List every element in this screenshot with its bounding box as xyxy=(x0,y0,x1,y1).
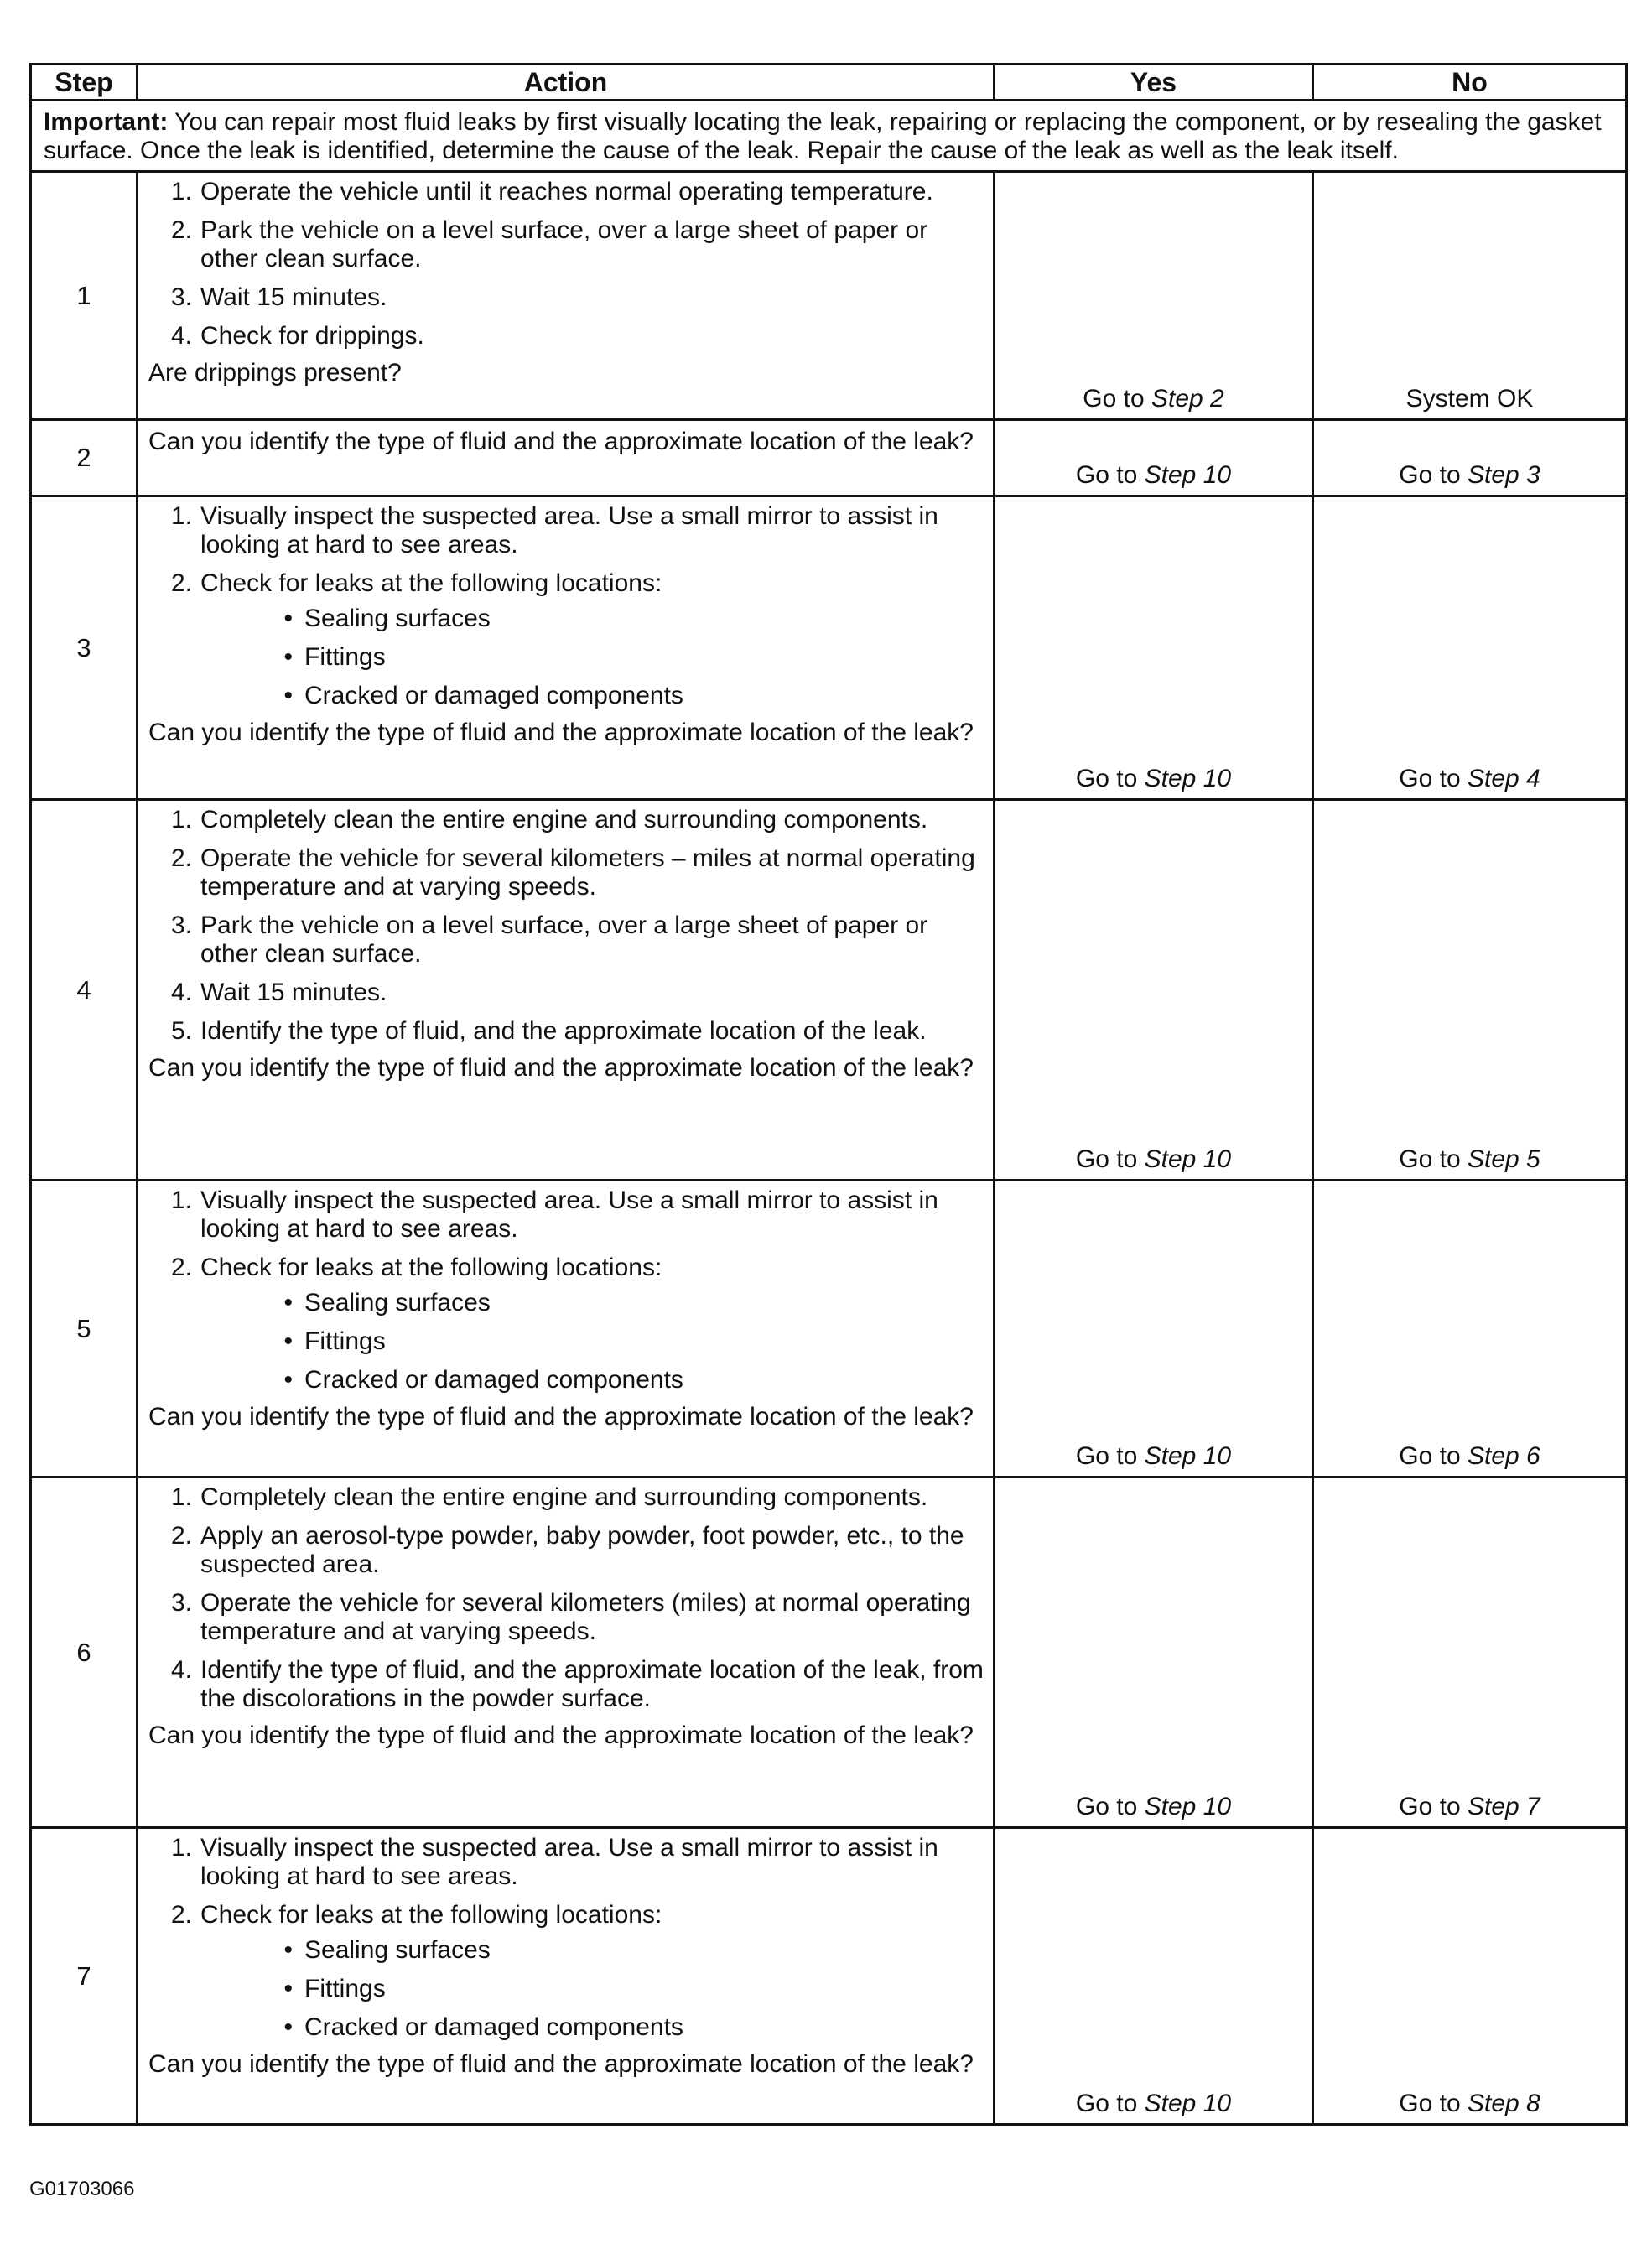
action-step-label: Completely clean the entire engine and surrounding components. xyxy=(200,806,928,833)
action-step-text xyxy=(200,844,984,901)
action-step-number: 2. xyxy=(170,1254,192,1281)
action-step xyxy=(148,1834,984,1891)
action-step-number: 4. xyxy=(170,1656,192,1684)
location-item xyxy=(200,1289,984,1317)
action-step-label: Visually inspect the suspected area. Use a small mirror to assist in looking at hard to see areas. xyxy=(200,1187,938,1243)
location-text: Sealing surfaces xyxy=(304,605,491,632)
goto-prefix: Go to xyxy=(1399,1442,1468,1470)
location-text: Cracked or damaged components xyxy=(304,2013,683,2041)
action-step-text xyxy=(200,1901,984,2042)
bullet-icon: • xyxy=(283,1366,293,1394)
goto-step: Step 2 xyxy=(1151,385,1224,413)
question-text: Are drippings present? xyxy=(148,359,402,387)
location-item xyxy=(200,643,984,672)
goto-step: Step 10 xyxy=(1144,2090,1232,2117)
action-steps xyxy=(148,178,984,351)
action-step xyxy=(148,806,984,834)
location-item xyxy=(200,1975,984,2003)
action-step xyxy=(148,178,984,206)
question-text: Can you identify the type of fluid and the approximate location of the leak? xyxy=(148,1054,974,1082)
action-steps xyxy=(148,502,984,710)
action-step-text xyxy=(200,1017,984,1046)
diagnostic-table-container xyxy=(29,63,1625,2126)
action-step-label: Completely clean the entire engine and surrounding components. xyxy=(200,1483,928,1511)
action-step-number: 1. xyxy=(170,1483,192,1511)
action-step-text xyxy=(200,1589,984,1646)
action-cell xyxy=(138,1477,995,1828)
action-cell xyxy=(138,172,995,420)
action-step-number: 5. xyxy=(170,1017,192,1045)
header-action: Action xyxy=(138,65,995,101)
yes-result xyxy=(995,172,1313,420)
location-list xyxy=(200,1289,984,1394)
step-number: 7 xyxy=(31,1828,138,2125)
location-text: Fittings xyxy=(304,1975,386,2002)
action-step-label: Check for leaks at the following locations: xyxy=(200,1254,662,1281)
action-step-text xyxy=(200,806,984,834)
step-number: 3 xyxy=(31,496,138,800)
action-step-text xyxy=(200,216,984,273)
goto-step: Step 10 xyxy=(1144,1145,1232,1173)
action-step-number: 3. xyxy=(170,911,192,939)
step-row-5 xyxy=(31,1181,1627,1477)
action-cell xyxy=(138,800,995,1181)
no-result xyxy=(1313,1828,1627,2125)
no-result: System OK xyxy=(1313,172,1627,420)
action-steps xyxy=(148,1834,984,2042)
step-row-1 xyxy=(31,172,1627,420)
header-no: No xyxy=(1313,65,1627,101)
step-row-4 xyxy=(31,800,1627,1181)
goto-prefix: Go to xyxy=(1399,2090,1468,2117)
no-result xyxy=(1313,420,1627,496)
no-result xyxy=(1313,800,1627,1181)
action-steps xyxy=(148,806,984,1046)
action-step xyxy=(148,979,984,1007)
action-cell xyxy=(138,420,995,496)
action-step-label: Apply an aerosol-type powder, baby powder, foot powder, etc., to the suspected area. xyxy=(200,1522,964,1578)
step-row-3 xyxy=(31,496,1627,800)
goto-prefix: Go to xyxy=(1399,461,1468,489)
goto-prefix: Go to xyxy=(1075,461,1145,489)
bullet-icon: • xyxy=(283,682,293,709)
step-number: 5 xyxy=(31,1181,138,1477)
action-step-number: 2. xyxy=(170,1522,192,1550)
action-step-label: Identify the type of fluid, and the approximate location of the leak, from the discolorations in the powder surface. xyxy=(200,1656,984,1712)
action-step-label: Identify the type of fluid, and the approximate location of the leak. xyxy=(200,1017,927,1045)
action-step-label: Wait 15 minutes. xyxy=(200,979,387,1006)
action-step xyxy=(148,1656,984,1713)
action-step-text xyxy=(200,911,984,969)
goto-prefix: Go to xyxy=(1083,385,1151,413)
goto-step: Step 4 xyxy=(1467,765,1540,792)
location-item xyxy=(200,682,984,710)
yes-result xyxy=(995,800,1313,1181)
action-step-label: Wait 15 minutes. xyxy=(200,283,387,311)
action-step xyxy=(148,911,984,969)
important-note xyxy=(31,101,1627,172)
step-row-6 xyxy=(31,1477,1627,1828)
no-result xyxy=(1313,496,1627,800)
no-result xyxy=(1313,1181,1627,1477)
goto-step: Step 10 xyxy=(1144,765,1232,792)
header-step: Step xyxy=(31,65,138,101)
important-text: You can repair most fluid leaks by first visually locating the leak, repairing or replacing the component, or by resealing the gasket surface. Once the leak is identified, determine the cause of the leak. Repair the cause of the leak as well as the leak itself. xyxy=(44,108,1602,164)
location-list xyxy=(200,1936,984,2042)
location-text: Cracked or damaged components xyxy=(304,682,683,709)
step-number: 1 xyxy=(31,172,138,420)
action-step-number: 4. xyxy=(170,322,192,350)
action-step xyxy=(148,216,984,273)
action-step-number: 3. xyxy=(170,1589,192,1617)
bullet-icon: • xyxy=(283,1289,293,1316)
step-row-2 xyxy=(31,420,1627,496)
yes-result xyxy=(995,496,1313,800)
goto-step: Step 7 xyxy=(1467,1793,1540,1820)
action-step xyxy=(148,1901,984,2042)
question-text: Can you identify the type of fluid and the approximate location of the leak? xyxy=(148,428,974,455)
bullet-icon: • xyxy=(283,2013,293,2041)
important-row xyxy=(31,101,1627,172)
bullet-icon: • xyxy=(283,1936,293,1964)
action-step xyxy=(148,1589,984,1646)
action-step-number: 1. xyxy=(170,1834,192,1862)
yes-result xyxy=(995,1181,1313,1477)
action-step-text xyxy=(200,178,984,206)
location-item xyxy=(200,1327,984,1356)
action-step-label: Park the vehicle on a level surface, over a large sheet of paper or other clean surface. xyxy=(200,911,928,968)
goto-step: Step 10 xyxy=(1144,1442,1232,1470)
goto-prefix: Go to xyxy=(1075,765,1145,792)
step-row-7 xyxy=(31,1828,1627,2125)
action-step-text xyxy=(200,1656,984,1713)
goto-prefix: Go to xyxy=(1075,1442,1145,1470)
diagnostic-table xyxy=(29,63,1628,2126)
action-step-number: 1. xyxy=(170,502,192,530)
action-step xyxy=(148,569,984,710)
location-item xyxy=(200,2013,984,2042)
location-list xyxy=(200,605,984,710)
question-text: Can you identify the type of fluid and the approximate location of the leak? xyxy=(148,719,974,746)
goto-prefix: Go to xyxy=(1075,1145,1145,1173)
action-step xyxy=(148,1522,984,1579)
goto-prefix: Go to xyxy=(1399,1793,1468,1820)
goto-step: Step 3 xyxy=(1467,461,1540,489)
yes-result xyxy=(995,420,1313,496)
action-step-label: Visually inspect the suspected area. Use a small mirror to assist in looking at hard to see areas. xyxy=(200,502,938,558)
bullet-icon: • xyxy=(283,605,293,632)
location-text: Cracked or damaged components xyxy=(304,1366,683,1394)
location-text: Sealing surfaces xyxy=(304,1289,491,1316)
location-text: Fittings xyxy=(304,1327,386,1355)
action-step xyxy=(148,844,984,901)
action-step xyxy=(148,1017,984,1046)
action-step-number: 2. xyxy=(170,569,192,597)
action-step-text xyxy=(200,283,984,312)
goto-step: Step 10 xyxy=(1144,1793,1232,1820)
goto-step: Step 8 xyxy=(1467,2090,1540,2117)
action-cell xyxy=(138,496,995,800)
question-text: Can you identify the type of fluid and the approximate location of the leak? xyxy=(148,2050,974,2078)
action-step-label: Operate the vehicle until it reaches normal operating temperature. xyxy=(200,178,933,205)
important-label: Important: xyxy=(44,108,169,136)
action-step-number: 1. xyxy=(170,806,192,833)
location-item xyxy=(200,605,984,633)
goto-step: Step 6 xyxy=(1467,1442,1540,1470)
action-step xyxy=(148,1187,984,1244)
action-step-number: 4. xyxy=(170,979,192,1006)
action-step-label: Visually inspect the suspected area. Use a small mirror to assist in looking at hard to see areas. xyxy=(200,1834,938,1890)
goto-prefix: Go to xyxy=(1075,1793,1145,1820)
header-row xyxy=(31,65,1627,101)
no-result xyxy=(1313,1477,1627,1828)
action-step xyxy=(148,322,984,351)
action-step-label: Park the vehicle on a level surface, over a large sheet of paper or other clean surface. xyxy=(200,216,928,273)
bullet-icon: • xyxy=(283,643,293,671)
action-step-label: Check for leaks at the following locations: xyxy=(200,1901,662,1929)
question-text: Can you identify the type of fluid and the approximate location of the leak? xyxy=(148,1403,974,1431)
yes-result xyxy=(995,1828,1313,2125)
goto-prefix: Go to xyxy=(1399,765,1468,792)
step-number: 4 xyxy=(31,800,138,1181)
action-steps xyxy=(148,1187,984,1394)
action-step-number: 2. xyxy=(170,1901,192,1929)
goto-step: Step 5 xyxy=(1467,1145,1540,1173)
action-step-text xyxy=(200,1187,984,1244)
header-yes: Yes xyxy=(995,65,1313,101)
goto-prefix: Go to xyxy=(1399,1145,1468,1173)
goto-step: Step 10 xyxy=(1144,461,1232,489)
figure-id: G01703066 xyxy=(29,2178,135,2200)
action-step xyxy=(148,1254,984,1394)
step-number: 2 xyxy=(31,420,138,496)
action-step-label: Check for leaks at the following locations: xyxy=(200,569,662,597)
bullet-icon: • xyxy=(283,1975,293,2002)
action-step-number: 2. xyxy=(170,844,192,872)
action-step-number: 3. xyxy=(170,283,192,311)
action-step-text xyxy=(200,569,984,710)
action-step-text xyxy=(200,979,984,1007)
action-step-number: 2. xyxy=(170,216,192,244)
action-step-number: 1. xyxy=(170,1187,192,1214)
action-step-text xyxy=(200,322,984,351)
action-step-text xyxy=(200,1483,984,1512)
action-step-number: 1. xyxy=(170,178,192,205)
location-item xyxy=(200,1366,984,1394)
step-number: 6 xyxy=(31,1477,138,1828)
bullet-icon: • xyxy=(283,1327,293,1355)
location-text: Sealing surfaces xyxy=(304,1936,491,1964)
action-step xyxy=(148,1483,984,1512)
location-text: Fittings xyxy=(304,643,386,671)
goto-prefix: Go to xyxy=(1075,2090,1145,2117)
action-step-text xyxy=(200,1522,984,1579)
action-step xyxy=(148,502,984,559)
location-item xyxy=(200,1936,984,1965)
question-text: Can you identify the type of fluid and the approximate location of the leak? xyxy=(148,1722,974,1749)
action-step-text xyxy=(200,1834,984,1891)
action-cell xyxy=(138,1181,995,1477)
action-step-label: Operate the vehicle for several kilometers – miles at normal operating temperature and at varying speeds. xyxy=(200,844,975,901)
action-step xyxy=(148,283,984,312)
yes-result xyxy=(995,1477,1313,1828)
action-cell xyxy=(138,1828,995,2125)
action-step-text xyxy=(200,1254,984,1394)
action-step-label: Check for drippings. xyxy=(200,322,424,350)
action-step-text xyxy=(200,502,984,559)
action-step-label: Operate the vehicle for several kilometers (miles) at normal operating temperature and at varying speeds. xyxy=(200,1589,971,1645)
action-steps xyxy=(148,1483,984,1713)
